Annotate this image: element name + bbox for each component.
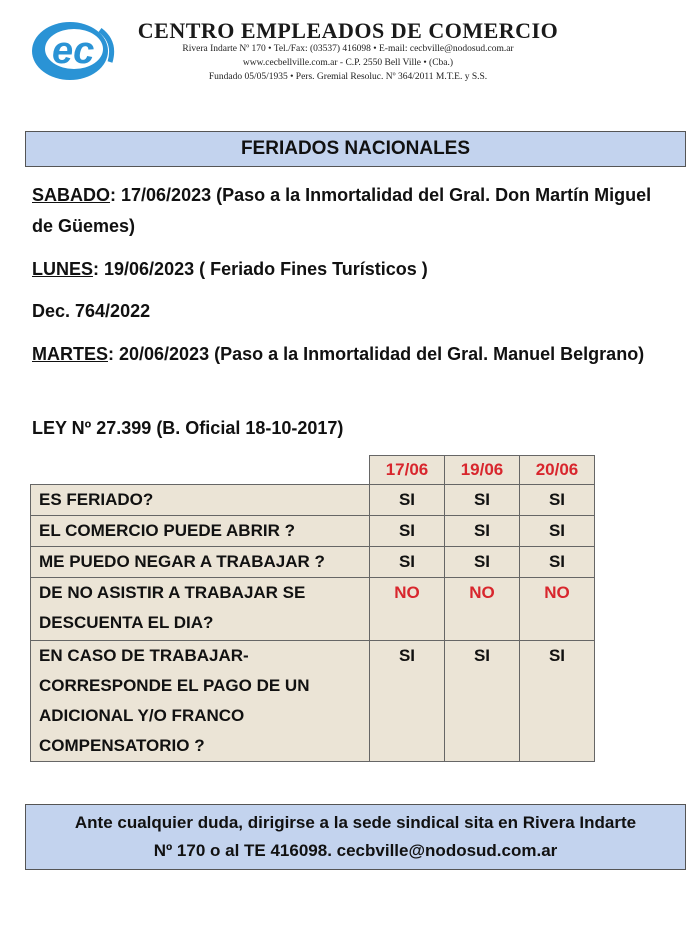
table-row bbox=[31, 547, 595, 578]
answer-cell: SI bbox=[370, 547, 445, 578]
org-founded-line: Fundado 05/05/1935 • Pers. Gremial Resoluc. Nº 364/2011 M.T.E. y S.S. bbox=[208, 72, 488, 82]
law-line: LEY Nº 27.399 (B. Oficial 18-10-2017) bbox=[32, 418, 344, 438]
letterhead bbox=[0, 0, 700, 100]
holiday-day: LUNES bbox=[32, 259, 94, 279]
answer-cell: NO bbox=[370, 578, 445, 641]
table-row bbox=[31, 578, 595, 641]
decree-line: Dec. 764/2022 bbox=[32, 301, 151, 321]
holiday-rules-table bbox=[30, 455, 595, 762]
table-header-row bbox=[31, 456, 595, 485]
holiday-item-3 bbox=[32, 339, 672, 370]
answer-cell: SI bbox=[445, 516, 520, 547]
holiday-item-2 bbox=[32, 254, 672, 285]
question-cell: DE NO ASISTIR A TRABAJAR SE DESCUENTA EL DIA? bbox=[31, 578, 370, 641]
answer-cell: SI bbox=[370, 516, 445, 547]
answer-cell: NO bbox=[520, 578, 595, 641]
table-row bbox=[31, 641, 595, 762]
contact-footer bbox=[25, 804, 686, 870]
answer-cell: SI bbox=[445, 485, 520, 516]
answer-cell: SI bbox=[520, 641, 595, 762]
question-cell: EN CASO DE TRABAJAR- CORRESPONDE EL PAGO DE UN ADICIONAL Y/O FRANCO COMPENSATORIO ? bbox=[31, 641, 370, 762]
answer-cell: NO bbox=[445, 578, 520, 641]
table-row bbox=[31, 516, 595, 547]
answer-cell: SI bbox=[520, 516, 595, 547]
answer-cell: SI bbox=[445, 547, 520, 578]
table-row bbox=[31, 485, 595, 516]
answer-cell: SI bbox=[520, 547, 595, 578]
question-cell: ES FERIADO? bbox=[31, 485, 370, 516]
answer-cell: SI bbox=[445, 641, 520, 762]
holiday-item-1 bbox=[32, 180, 672, 242]
question-cell: EL COMERCIO PUEDE ABRIR ? bbox=[31, 516, 370, 547]
answer-cell: SI bbox=[370, 485, 445, 516]
holiday-day: SABADO bbox=[32, 185, 111, 205]
holiday-day: MARTES bbox=[32, 344, 108, 364]
footer-line-1: Ante cualquier duda, dirigirse a la sede sindical sita en Rivera Indarte bbox=[74, 813, 637, 832]
answer-cell: SI bbox=[370, 641, 445, 762]
answer-cell: SI bbox=[520, 485, 595, 516]
footer-line-2: Nº 170 o al TE 416098. cecbville@nodosud.com.ar bbox=[153, 841, 558, 860]
holiday-text: : 20/06/2023 (Paso a la Inmortalidad del Gral. Manuel Belgrano) bbox=[108, 344, 645, 364]
org-name: CENTRO EMPLEADOS DE COMERCIO bbox=[137, 18, 559, 43]
union-logo bbox=[30, 18, 118, 82]
date-header: 20/06 bbox=[520, 456, 595, 485]
page-title: FERIADOS NACIONALES bbox=[25, 131, 686, 167]
svg-text:ec: ec bbox=[52, 30, 95, 72]
holiday-text: : 17/06/2023 (Paso a la Inmortalidad del Gral. Don Martín Miguel de Güemes) bbox=[32, 185, 652, 236]
question-cell: ME PUEDO NEGAR A TRABAJAR ? bbox=[31, 547, 370, 578]
org-address-line: Rivera Indarte Nº 170 • Tel./Fax: (03537) 416098 • E-mail: cecbville@nodosud.com.ar bbox=[182, 44, 514, 54]
date-header: 19/06 bbox=[445, 456, 520, 485]
holiday-text: : 19/06/2023 ( Feriado Fines Turísticos ) bbox=[93, 259, 428, 279]
org-web-line: www.cecbellville.com.ar - C.P. 2550 Bell Ville • (Cba.) bbox=[242, 58, 454, 68]
date-header: 17/06 bbox=[370, 456, 445, 485]
